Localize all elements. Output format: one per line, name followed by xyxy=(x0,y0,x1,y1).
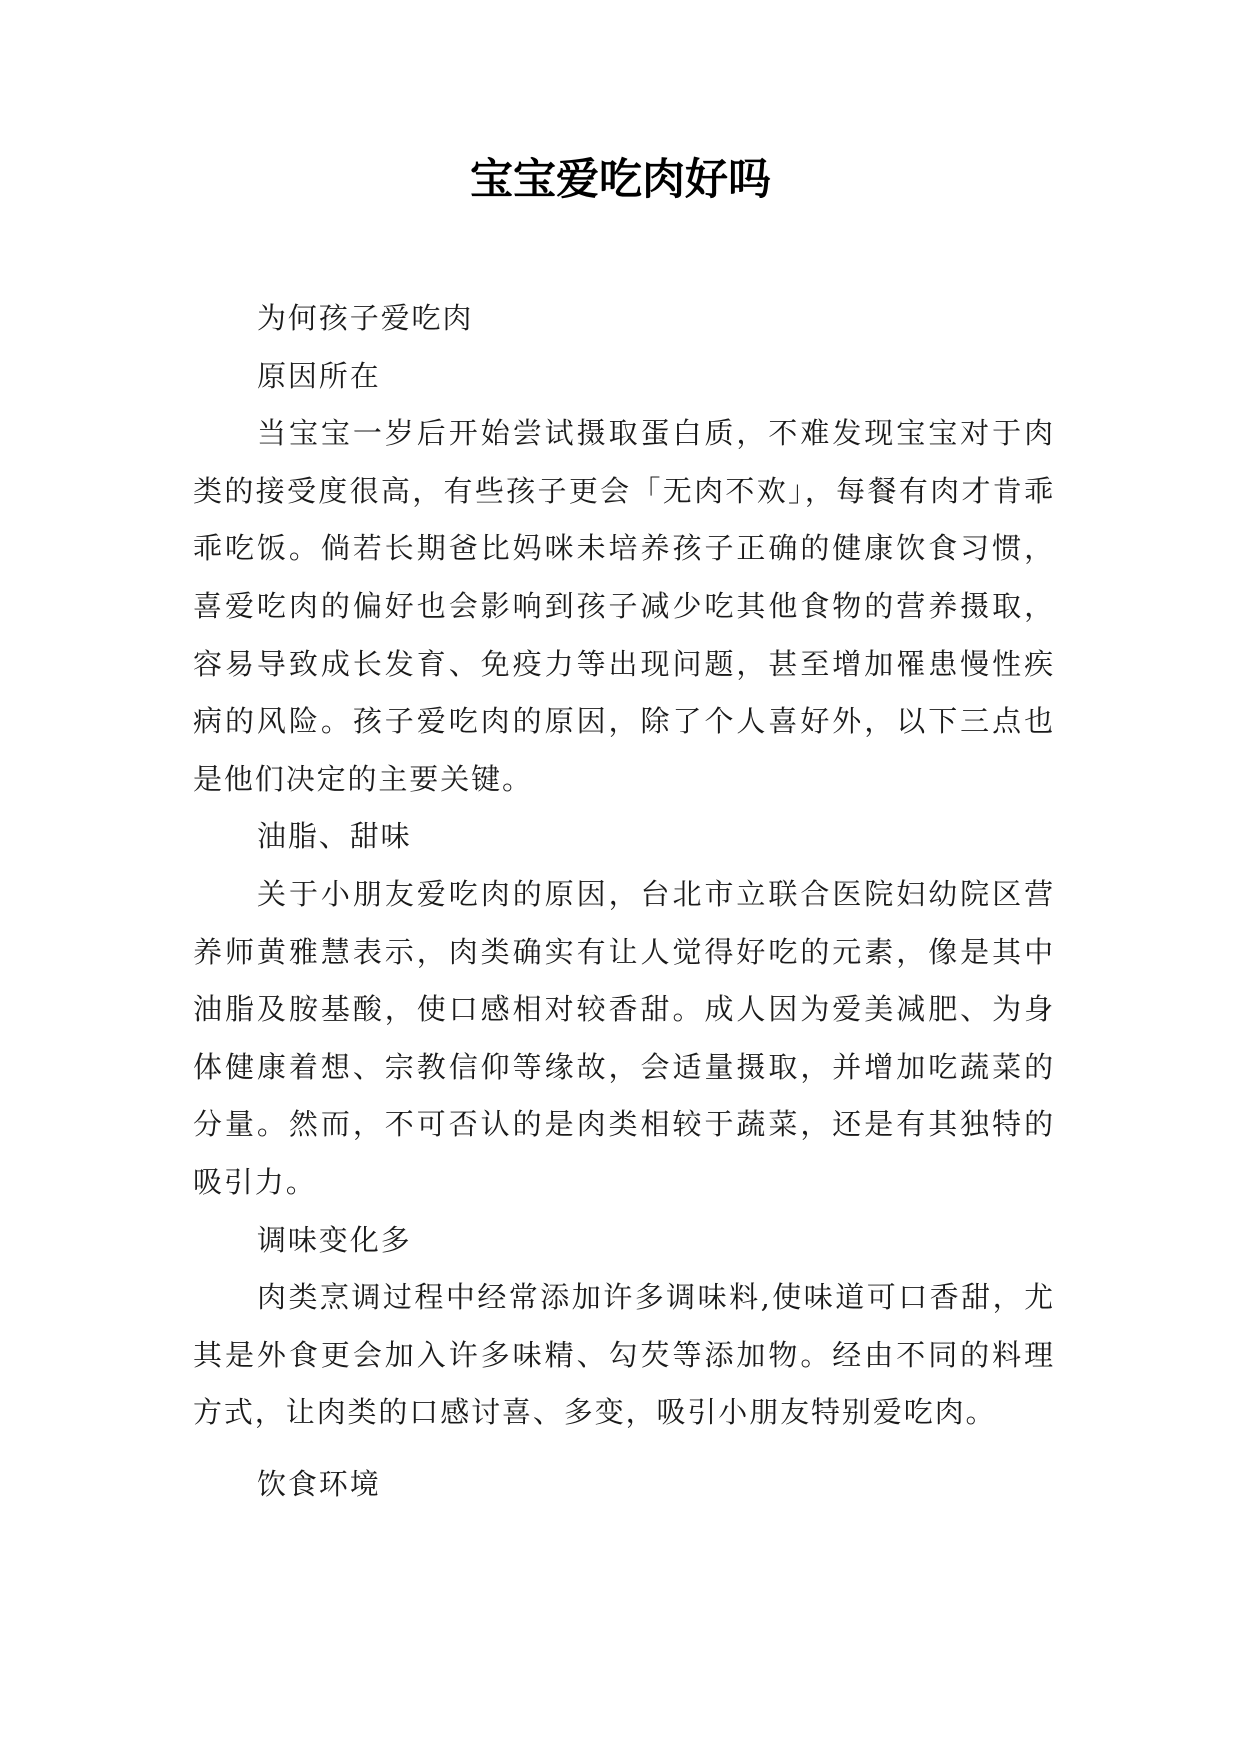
section-heading: 饮食环境 xyxy=(257,1466,381,1501)
section-heading: 为何孩子爱吃肉 xyxy=(257,301,474,335)
body-paragraph: 肉类烹调过程中经常添加许多调味料,使味道可口香甜，尤其是外食更会加入许多味精、勾芡等添加物。经由不同的料理方式，让肉类的口感讨喜、多变，吸引小朋友特别爱吃肉。 xyxy=(193,1280,1055,1430)
section-heading: 原因所在 xyxy=(257,358,381,393)
document-title: 宝宝爱吃肉好吗 xyxy=(470,155,771,205)
section-heading: 调味变化多 xyxy=(257,1222,412,1257)
body-paragraph: 当宝宝一岁后开始尝试摄取蛋白质，不难发现宝宝对于肉类的接受度很高，有些孩子更会「无肉不欢」，每餐有肉才肯乖乖吃饭。倘若长期爸比妈咪未培养孩子正确的健康饮食习惯，喜爱吃肉的偏好也会影响到孩子减少吃其他食物的营养摄取，容易导致成长发育、免疫力等出现问题，甚至增加罹患慢性疾病的风险。孩子爱吃肉的原因，除了个人喜好外，以下三点也是他们决定的主要关键。 xyxy=(193,416,1055,796)
section-heading: 油脂、甜味 xyxy=(257,819,412,854)
body-paragraph: 关于小朋友爱吃肉的原因，台北市立联合医院妇幼院区营养师黄雅慧表示，肉类确实有让人觉得好吃的元素，像是其中油脂及胺基酸，使口感相对较香甜。成人因为爱美减肥、为身体健康着想、宗教信仰等缘故，会适量摄取，并增加吃蔬菜的分量。然而，不可否认的是肉类相较于蔬菜，还是有其独特的吸引力。 xyxy=(193,876,1055,1199)
document-body xyxy=(193,290,1055,1513)
